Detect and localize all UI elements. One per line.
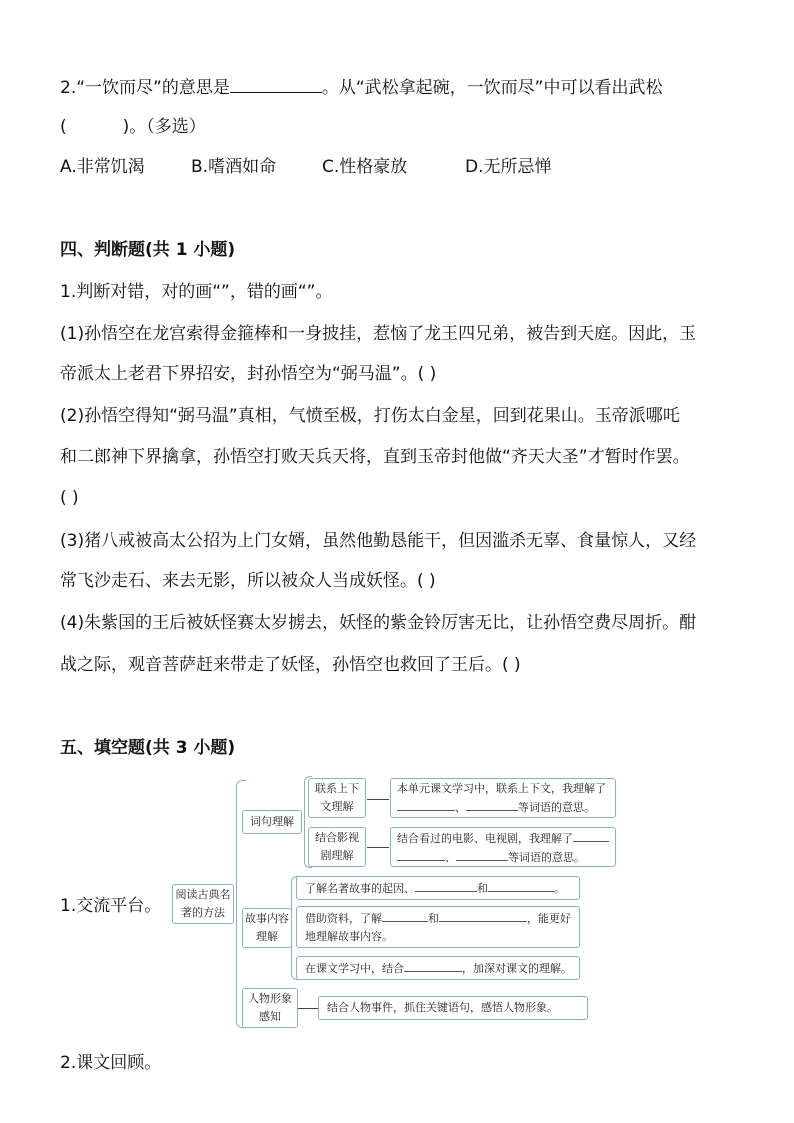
item4-line1: (4)朱紫国的王后被妖怪赛太岁掳去，妖怪的紫金铃厉害无比，让孙悟空费尽周折。酣 (60, 613, 697, 633)
answer-blank[interactable] (230, 76, 322, 93)
connector (367, 799, 389, 800)
item2-line2: 和二郎神下界擒拿，孙悟空打败天兵天将，直到玉帝封他做“齐天大圣”才暂时作罢。 (60, 447, 690, 467)
branch-character-perception: 人物形象感知 (242, 988, 298, 1028)
film-text: 结合看过的电影、电视剧，我理解了 、 等词语的意思。 (390, 827, 616, 867)
story-text-1: 了解名著故事的起因、 和 。 (296, 876, 580, 900)
diagram-root: 阅读古典名著的方法 (172, 884, 234, 924)
fill-blank[interactable] (404, 959, 462, 972)
item1-line1: (1)孙悟空在龙宫索得金箍棒和一身披挂，惹恼了龙王四兄弟，被告到天庭。因此，玉 (60, 324, 697, 344)
section4-q1: 1.判断对错，对的画“”，错的画“”。 (60, 282, 333, 302)
q2-options (60, 156, 552, 178)
item2-line1: (2)孙悟空得知“弼马温”真相，气愤至极，打伤太白金星，回到花果山。玉帝派哪吒 (60, 406, 680, 426)
section5-q2-label: 2.课文回顾。 (60, 1053, 162, 1073)
q2-line1: 2.“一饮而尽”的意思是 。从“武松拿起碗，一饮而尽”中可以看出武松 (60, 78, 663, 98)
q2-line2: ( )。（多选） (60, 117, 206, 137)
film-understanding: 结合影视剧理解 (308, 827, 366, 867)
fill-blank[interactable] (439, 909, 527, 922)
fill-blank[interactable] (466, 798, 518, 811)
branch-story-understanding: 故事内容理解 (242, 908, 292, 948)
fill-blank[interactable] (382, 909, 428, 922)
story-text-2: 借助资料，了解 和 ，能更好 地理解故事内容。 (296, 906, 580, 948)
context-understanding: 联系上下文理解 (308, 778, 366, 818)
option-c[interactable]: C.性格豪放 (322, 157, 408, 177)
item4-line2: 战之际，观音菩萨赶来带走了妖怪，孙悟空也救回了王后。( ) (60, 655, 521, 675)
section4-heading: 四、判断题(共 1 小题) (60, 240, 236, 260)
story-text-3: 在课文学习中，结合 ，加深对课文的理解。 (296, 956, 580, 980)
context-text: 本单元课文学习中，联系上下文，我理解了 、 等词语的意思。 (390, 778, 616, 818)
fill-blank[interactable] (397, 798, 455, 811)
fill-blank[interactable] (573, 829, 609, 842)
fill-blank[interactable] (415, 879, 477, 892)
character-text: 结合人物事件，抓住关键语句，感悟人物形象。 (318, 996, 588, 1020)
item3-line2: 常飞沙走石、来去无影，所以被众人当成妖怪。( ) (60, 571, 436, 591)
item2-line3: ( ) (60, 488, 79, 508)
item1-line2: 帝派太上老君下界招安，封孙悟空为“弼马温”。( ) (60, 364, 437, 384)
section5-heading: 五、填空题(共 3 小题) (60, 738, 236, 758)
branch-word-understanding: 词句理解 (242, 810, 302, 834)
option-b[interactable]: B.嗜酒如命 (191, 157, 277, 177)
section5-q1-label: 1.交流平台。 (60, 896, 162, 916)
fill-blank[interactable] (397, 848, 445, 861)
item3-line1: (3)猪八戒被高太公招为上门女婿，虽然他勤恳能干，但因滥杀无辜、食量惊人，又经 (60, 531, 697, 551)
connector (367, 847, 389, 848)
option-a[interactable]: A.非常饥渴 (60, 157, 145, 177)
fill-blank[interactable] (456, 848, 508, 861)
fill-blank[interactable] (488, 879, 554, 892)
connector (298, 1008, 318, 1009)
option-d[interactable]: D.无所忌惮 (465, 157, 552, 177)
